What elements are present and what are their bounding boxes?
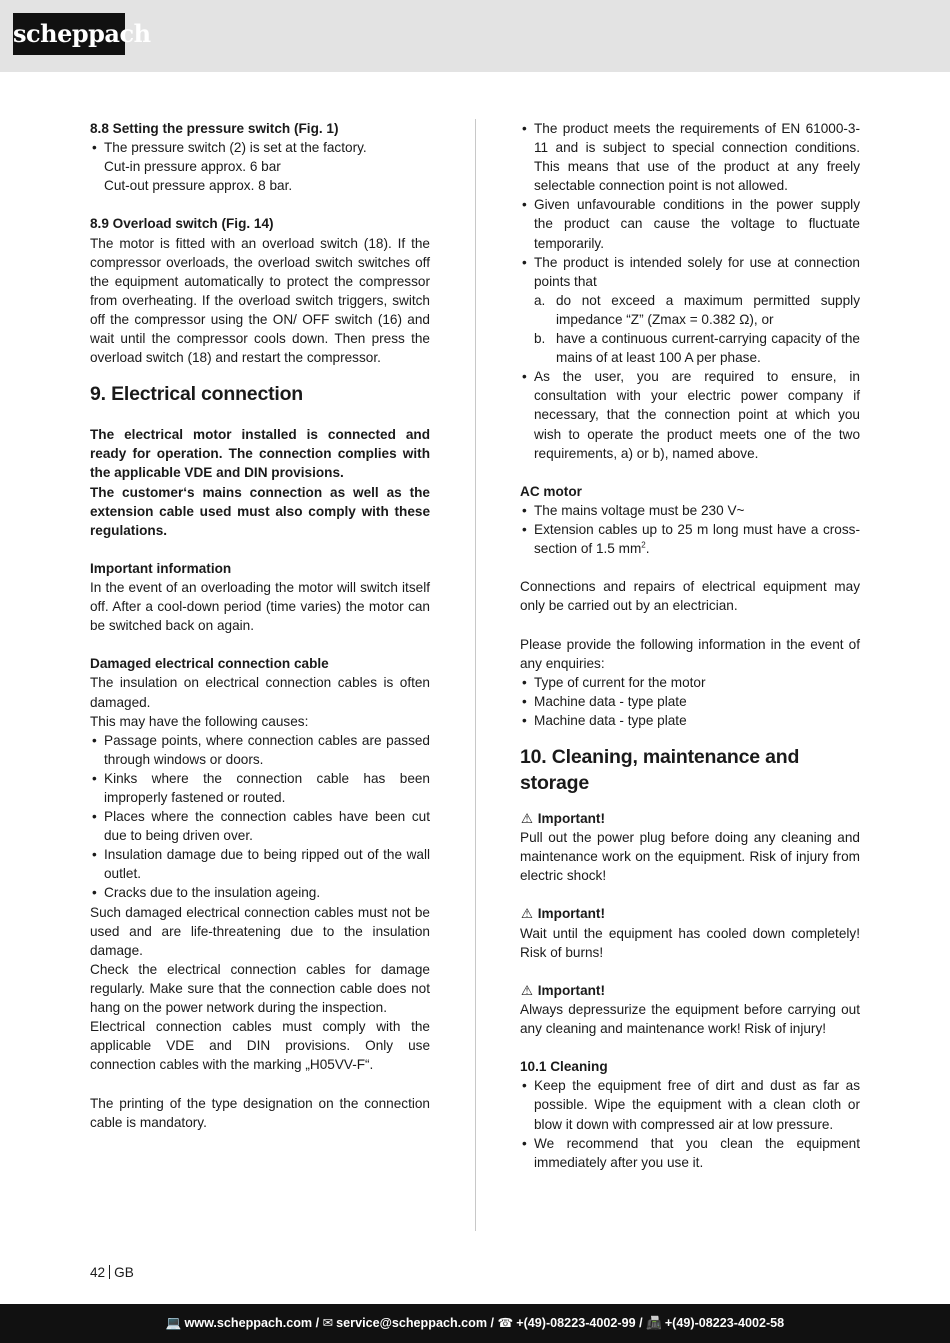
- list-item: • Cracks due to the insulation ageing.: [90, 883, 430, 902]
- list-marker: a.: [534, 292, 546, 308]
- user-requirement-list: [520, 367, 860, 462]
- phone-icon: ☎: [497, 1316, 514, 1330]
- footer-separator: /: [487, 1316, 498, 1330]
- ac-motor-title: AC motor: [520, 483, 582, 499]
- footer-phone: +(49)-08223-4002-99: [516, 1316, 636, 1330]
- section-9-heading: 9. Electrical connection: [90, 383, 304, 406]
- page-number: [90, 1265, 134, 1280]
- list-item: • Passage points, where connection cables are passed through windows or doors.: [90, 731, 430, 769]
- list-item: • The product meets the requirements of EN 61000-3-11 and is subject to special connection conditions. This means that use of the product at any freely selectable connection point is not allowed.: [520, 119, 860, 195]
- list-item: • Type of current for the motor: [520, 673, 860, 692]
- connection-requirements-list: [520, 119, 860, 291]
- damaged-cable-causes: [90, 731, 430, 903]
- important-info-title: Important information: [90, 560, 232, 576]
- right-column: [520, 119, 860, 1172]
- warning-title: [520, 809, 860, 828]
- warning-title: [520, 981, 860, 1000]
- list-item: • As the user, you are required to ensure, in consultation with your electric power company if necessary, that the connection point at which you wish to operate the product meets one of the two requirements, a) or b), named above.: [520, 367, 860, 462]
- list-item: [520, 520, 860, 558]
- ac-motor-list: [520, 501, 860, 558]
- damaged-cable-p3: Such damaged electrical connection cables must not be used and are life-threatening due to the insulation damage.: [90, 904, 430, 958]
- damaged-cable-p6: The printing of the type designation on the connection cable is mandatory.: [90, 1095, 430, 1130]
- list-item: • Machine data - type plate: [520, 711, 860, 730]
- section-9-bold-2: The customer‘s mains connection as well as the extension cable used must also comply with these regulations.: [90, 484, 430, 538]
- computer-icon: 💻: [165, 1316, 182, 1330]
- footer-separator: /: [635, 1316, 647, 1330]
- list-item: • Keep the equipment free of dirt and dust as far as possible. Wipe the equipment with a clean cloth or blow it down with compressed air at low pressure.: [520, 1076, 860, 1133]
- damaged-cable-title: Damaged electrical connection cable: [90, 656, 329, 672]
- column-divider: [475, 119, 476, 1231]
- warning-icon: ⚠: [520, 906, 534, 922]
- warning-body: Wait until the equipment has cooled down completely! Risk of burns!: [520, 925, 860, 960]
- section-8-8-list: [90, 138, 430, 157]
- page-number-value: 42: [90, 1265, 106, 1280]
- list-item-text: Extension cables up to 25 m long must have a cross-section of 1.5 mm: [534, 521, 860, 557]
- footer-email-link[interactable]: service@scheppach.com: [336, 1316, 488, 1330]
- list-item: • We recommend that you clean the equipment immediately after you use it.: [520, 1134, 860, 1172]
- footer-website-link[interactable]: www.scheppach.com: [184, 1316, 313, 1330]
- footer-bar: [0, 1304, 950, 1343]
- section-10-heading: 10. Cleaning, maintenance and storage: [520, 746, 800, 794]
- section-8-8-title: 8.8 Setting the pressure switch (Fig. 1): [90, 121, 339, 136]
- damaged-cable-p4: Check the electrical connection cables for damage regularly. Make sure that the connection cable does not hang on the power network during the inspection.: [90, 961, 430, 1016]
- footer-separator: /: [312, 1316, 323, 1330]
- warning-label: Important!: [537, 811, 605, 826]
- mail-icon: ✉: [322, 1316, 334, 1330]
- enquiries-list: [520, 673, 860, 730]
- damaged-cable-p2: This may have the following causes:: [90, 713, 309, 729]
- cut-out-pressure: Cut-out pressure approx. 8 bar.: [104, 178, 293, 194]
- list-item: • Insulation damage due to being ripped out of the wall outlet.: [90, 845, 430, 883]
- warning-icon: ⚠: [520, 982, 534, 998]
- warning-label: Important!: [537, 982, 605, 998]
- section-10-1-title: 10.1 Cleaning: [520, 1059, 608, 1075]
- enquiries-paragraph: Please provide the following information in the event of any enquiries:: [520, 636, 860, 671]
- warning-body: Always depressurize the equipment before carrying out any cleaning and maintenance work! Risk of injury!: [520, 1001, 860, 1037]
- list-item: • The pressure switch (2) is set at the factory.: [90, 138, 430, 157]
- page-number-separator: [109, 1265, 110, 1279]
- fax-icon: 📠: [646, 1316, 662, 1330]
- important-info-body: In the event of an overloading the motor will switch itself off. After a cool-down period (time varies) the motor can be switched back on again.: [90, 579, 430, 634]
- damaged-cable-p1: The insulation on electrical connection cables is often damaged.: [90, 675, 430, 710]
- warning-title: [520, 904, 860, 923]
- cleaning-list: [520, 1076, 860, 1171]
- list-item: [534, 329, 860, 367]
- section-8-9-body: The motor is fitted with an overload switch (18). If the compressor overloads, the overload switch switches off the equipment automatically to protect the compressor from overheating. If the overload switch triggers, switch off the compressor using the ON/ OFF switch (16) and wait until the compressor cools down. Then press the overload switch (18) and restart the compressor.: [90, 235, 430, 366]
- header-band: [0, 0, 950, 72]
- warning-icon: ⚠: [520, 811, 534, 826]
- list-item-text: do not exceed a maximum permitted supply impedance “Z” (Zmax = 0.382 Ω), or: [556, 292, 860, 327]
- cut-in-pressure: Cut-in pressure approx. 6 bar: [104, 159, 281, 175]
- list-item: • Machine data - type plate: [520, 692, 860, 711]
- list-item: • Places where the connection cables have been cut due to being driven over.: [90, 807, 430, 845]
- superscript: 2: [641, 540, 646, 550]
- list-item: [534, 291, 860, 329]
- damaged-cable-p5: Electrical connection cables must comply with the applicable VDE and DIN provisions. Only use connection cables with the marking „H05VV-F“.: [90, 1019, 430, 1073]
- warning-label: Important!: [537, 906, 605, 922]
- section-9-bold-1: The electrical motor installed is connected and ready for operation. The connection complies with the applicable VDE and DIN provisions.: [90, 427, 430, 481]
- connection-points-list: [520, 291, 860, 367]
- list-item: • Given unfavourable conditions in the power supply the product can cause the voltage to fluctuate temporarily.: [520, 195, 860, 252]
- warning-body: Pull out the power plug before doing any cleaning and maintenance work on the equipment. Risk of injury from electric shock!: [520, 830, 860, 884]
- list-item: • The product is intended solely for use at connection points that: [520, 253, 860, 291]
- list-marker: b.: [534, 331, 546, 347]
- list-item: • Kinks where the connection cable has been improperly fastened or routed.: [90, 769, 430, 807]
- left-column: [90, 119, 430, 1132]
- list-item-text: have a continuous current-carrying capacity of the mains of at least 100 A per phase.: [556, 331, 860, 366]
- list-item: • The mains voltage must be 230 V~: [520, 501, 860, 520]
- footer-fax: +(49)-08223-4002-58: [664, 1316, 785, 1330]
- repairs-paragraph: Connections and repairs of electrical equipment may only be carried out by an electrician.: [520, 579, 860, 614]
- page-language: GB: [114, 1265, 134, 1280]
- scheppach-logo: scheppach: [13, 13, 125, 55]
- list-item-end: .: [645, 541, 650, 557]
- section-8-9-title: 8.9 Overload switch (Fig. 14): [90, 216, 274, 232]
